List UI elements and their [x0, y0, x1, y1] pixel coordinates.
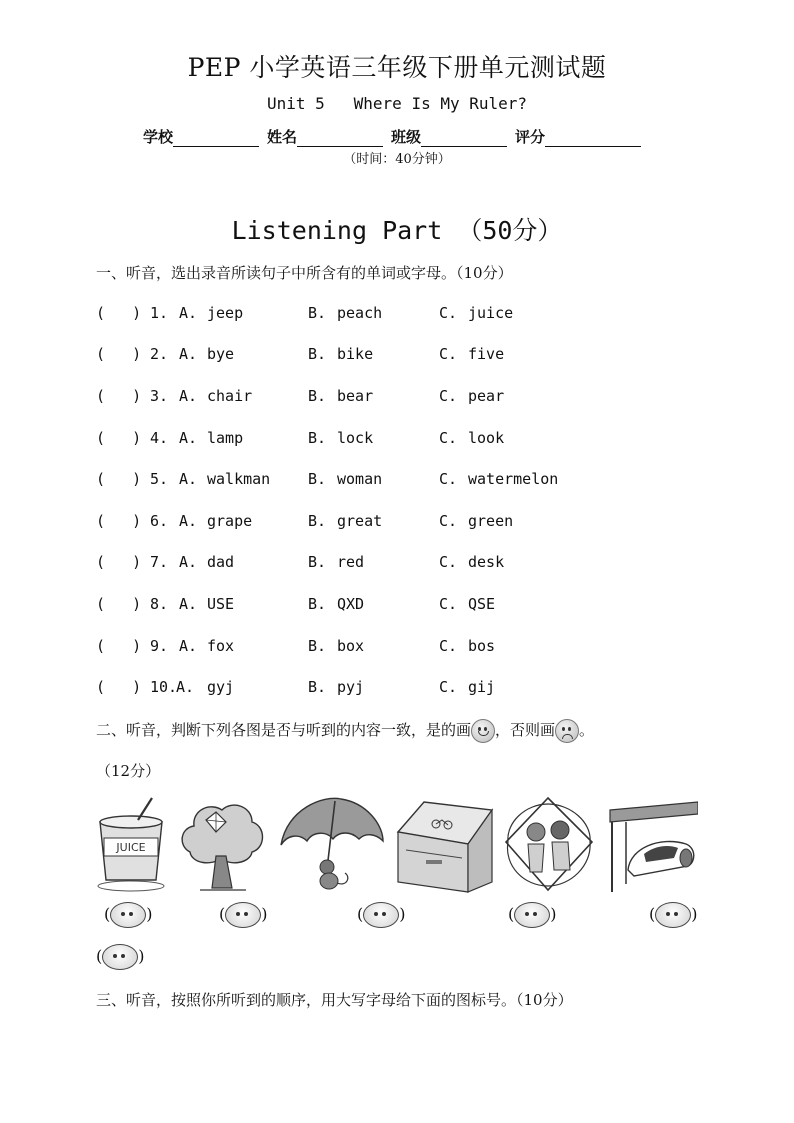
- question-number: 6.: [150, 512, 169, 530]
- option-a: dad: [207, 553, 235, 571]
- section2-score: （12分）: [96, 762, 161, 780]
- section2-heading-text: 。: [579, 721, 595, 739]
- option-c: desk: [468, 553, 505, 571]
- section3-heading: 三、听音，按照你所听到的顺序，用大写字母给下面的图标号。（10分）: [96, 991, 573, 1009]
- option-a: walkman: [207, 470, 271, 488]
- option-a: lamp: [207, 429, 244, 447]
- unit-subtitle: Unit 5 Where Is My Ruler?: [266, 94, 528, 113]
- option-a-label: A.: [179, 387, 198, 405]
- question-number: 7.: [150, 553, 169, 571]
- answer-blank[interactable]: ( ): [96, 429, 142, 447]
- option-c: gij: [468, 678, 496, 696]
- student-info-fields: [143, 126, 649, 147]
- option-b: bear: [337, 387, 374, 405]
- question-row: [96, 512, 514, 536]
- section2-heading-text: ，否则画: [495, 721, 556, 739]
- answer-blank[interactable]: ( ): [96, 387, 142, 405]
- option-c-label: C.: [439, 429, 458, 447]
- option-b-label: B.: [308, 304, 327, 322]
- option-b: great: [337, 512, 383, 530]
- answer-blank[interactable]: ( ): [96, 512, 142, 530]
- option-b: box: [337, 637, 365, 655]
- smiley-face-icon: [471, 719, 495, 743]
- option-b: pyj: [337, 678, 365, 696]
- option-a: gyj: [207, 678, 235, 696]
- option-c-label: C.: [439, 470, 458, 488]
- option-b-label: B.: [308, 512, 327, 530]
- blank-face-icon: [363, 902, 399, 928]
- option-b-label: B.: [308, 553, 327, 571]
- picture6-answer[interactable]: ( ): [96, 944, 145, 970]
- question-row: [96, 345, 505, 369]
- section2-heading: [96, 719, 594, 743]
- school-label: 学校: [143, 128, 174, 146]
- option-c-label: C.: [439, 637, 458, 655]
- option-b: QXD: [337, 595, 365, 613]
- question-number: 9.: [150, 637, 169, 655]
- option-b-label: B.: [308, 387, 327, 405]
- option-c-label: C.: [439, 304, 458, 322]
- answer-blank[interactable]: ( ): [96, 304, 142, 322]
- exam-title: PEP 小学英语三年级下册单元测试题: [187, 53, 607, 82]
- option-c: look: [468, 429, 505, 447]
- tree-with-kite-picture: [176, 798, 268, 894]
- option-c: five: [468, 345, 505, 363]
- option-a-label: A.: [179, 429, 198, 447]
- question-row: [96, 637, 496, 661]
- option-c: green: [468, 512, 514, 530]
- option-a-label: A.: [179, 345, 198, 363]
- score-blank[interactable]: [545, 131, 641, 147]
- option-a: grape: [207, 512, 253, 530]
- option-a-label: A.: [179, 304, 198, 322]
- option-c-label: C.: [439, 512, 458, 530]
- option-a-label: A.: [179, 553, 198, 571]
- section2-heading-text: 二、听音，判断下列各图是否与听到的内容一致，是的画: [96, 721, 472, 739]
- class-blank[interactable]: [421, 131, 507, 147]
- option-a-label: A.: [179, 470, 198, 488]
- question-row: [96, 595, 496, 619]
- question-number: 2.: [150, 345, 169, 363]
- blank-face-icon: [102, 944, 138, 970]
- option-b: red: [337, 553, 365, 571]
- option-c: watermelon: [468, 470, 559, 488]
- question-number: 10.: [150, 678, 178, 696]
- option-c-label: C.: [439, 678, 458, 696]
- option-b-label: B.: [308, 470, 327, 488]
- class-label: 班级: [391, 128, 422, 146]
- option-a: fox: [207, 637, 235, 655]
- option-c-label: C.: [439, 595, 458, 613]
- question-row: [96, 470, 559, 494]
- answer-blank[interactable]: ( ): [96, 553, 142, 571]
- sad-face-icon: [555, 719, 579, 743]
- option-a: bye: [207, 345, 235, 363]
- blank-face-icon: [225, 902, 261, 928]
- option-b-label: B.: [308, 637, 327, 655]
- question-row: [96, 553, 505, 577]
- picture2-answer[interactable]: ( ): [219, 902, 268, 928]
- question-row: [96, 678, 496, 702]
- option-c-label: C.: [439, 387, 458, 405]
- desk-bike-picture: [396, 798, 494, 894]
- name-blank[interactable]: [297, 131, 383, 147]
- option-a: jeep: [207, 304, 244, 322]
- answer-blank[interactable]: ( ): [96, 595, 142, 613]
- option-a: USE: [207, 595, 235, 613]
- question-number: 5.: [150, 470, 169, 488]
- picture3-answer[interactable]: ( ): [357, 902, 406, 928]
- option-a-label: A.: [179, 512, 198, 530]
- section1-heading: 一、听音，选出录音所读句子中所含有的单词或字母。（10分）: [96, 264, 513, 282]
- blank-face-icon: [655, 902, 691, 928]
- option-c: pear: [468, 387, 505, 405]
- question-row: [96, 387, 505, 411]
- option-b: woman: [337, 470, 383, 488]
- option-b-label: B.: [308, 678, 327, 696]
- picture4-answer[interactable]: ( ): [508, 902, 557, 928]
- option-b: peach: [337, 304, 383, 322]
- option-b-label: B.: [308, 429, 327, 447]
- school-blank[interactable]: [173, 131, 259, 147]
- question-number: 1.: [150, 304, 169, 322]
- juice-label: JUICE: [116, 841, 146, 854]
- juice-cup-picture: [96, 796, 168, 894]
- option-a-label: A.: [176, 678, 195, 696]
- option-b: bike: [337, 345, 374, 363]
- option-b-label: B.: [308, 345, 327, 363]
- picture1-answer[interactable]: ( ): [104, 902, 153, 928]
- option-b-label: B.: [308, 595, 327, 613]
- time-limit: （时间：40分钟）: [343, 152, 451, 167]
- answer-blank[interactable]: ( ): [96, 637, 142, 655]
- blank-face-icon: [110, 902, 146, 928]
- girls-kite-picture: [500, 796, 596, 894]
- question-row: [96, 304, 514, 328]
- name-label: 姓名: [267, 128, 298, 146]
- car-under-desk-picture: [604, 800, 698, 894]
- option-a-label: A.: [179, 595, 198, 613]
- question-number: 4.: [150, 429, 169, 447]
- listening-part-title: Listening Part （50分）: [231, 216, 563, 245]
- option-b: lock: [337, 429, 374, 447]
- answer-blank[interactable]: ( ): [96, 470, 142, 488]
- question-number: 3.: [150, 387, 169, 405]
- answer-blank[interactable]: ( ): [96, 678, 142, 696]
- option-a: chair: [207, 387, 253, 405]
- option-c: juice: [468, 304, 514, 322]
- question-number: 8.: [150, 595, 169, 613]
- option-c-label: C.: [439, 553, 458, 571]
- score-label: 评分: [515, 128, 546, 146]
- option-c: bos: [468, 637, 496, 655]
- option-c-label: C.: [439, 345, 458, 363]
- umbrella-monkey-picture: [279, 795, 385, 895]
- answer-blank[interactable]: ( ): [96, 345, 142, 363]
- question-row: [96, 429, 505, 453]
- picture5-answer[interactable]: ( ): [649, 902, 698, 928]
- blank-face-icon: [514, 902, 550, 928]
- option-c: QSE: [468, 595, 496, 613]
- option-a-label: A.: [179, 637, 198, 655]
